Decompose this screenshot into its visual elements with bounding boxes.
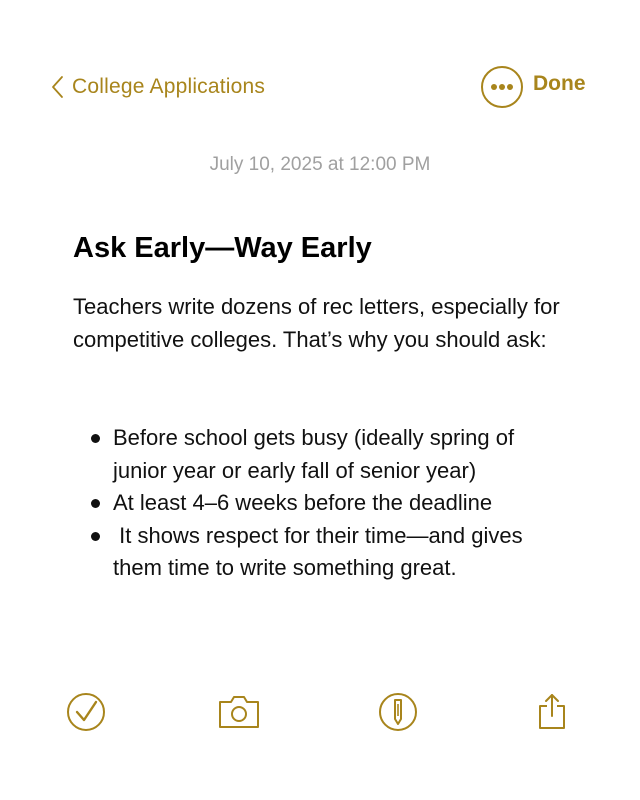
list-item-text: Before school gets busy (ideally spring of junior year or early fall of senior year)	[113, 425, 515, 483]
bullet-icon	[91, 434, 100, 443]
ellipsis-icon	[490, 83, 514, 91]
note-timestamp: July 10, 2025 at 12:00 PM	[209, 154, 431, 175]
back-button-label: College Applications	[72, 75, 266, 98]
note-title[interactable]: Ask Early—Way Early	[73, 232, 372, 264]
pen-icon	[378, 692, 418, 732]
camera-button[interactable]	[218, 694, 260, 730]
camera-icon	[218, 694, 260, 730]
chevron-left-icon	[50, 75, 64, 99]
share-icon	[537, 692, 567, 730]
share-button[interactable]	[537, 692, 567, 730]
done-button[interactable]: Done	[533, 72, 586, 95]
back-button[interactable]	[50, 70, 265, 104]
bullet-icon	[91, 499, 100, 508]
note-bullet-list	[73, 422, 573, 585]
list-item[interactable]	[73, 487, 573, 520]
list-item[interactable]	[73, 520, 573, 585]
checklist-icon	[66, 692, 106, 732]
bullet-icon	[91, 532, 100, 541]
list-item[interactable]	[73, 422, 573, 487]
markup-button[interactable]	[378, 692, 418, 732]
list-item-text: At least 4–6 weeks before the deadline	[113, 490, 493, 515]
checklist-button[interactable]	[66, 692, 106, 732]
more-options-button[interactable]	[481, 66, 523, 108]
note-paragraph[interactable]: Teachers write dozens of rec letters, especially for competitive colleges. That’s why you should ask:	[73, 294, 560, 352]
list-item-text: It shows respect for their time—and gives them time to write something great.	[113, 522, 529, 580]
